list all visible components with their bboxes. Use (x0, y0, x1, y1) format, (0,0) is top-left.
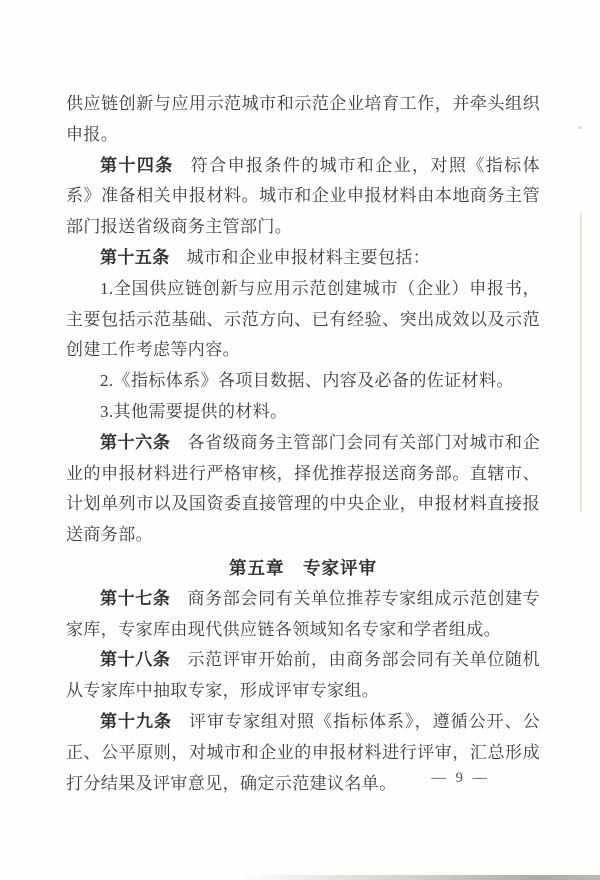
scan-speck-artifact (578, 126, 582, 129)
scan-vertical-line-artifact (580, 212, 582, 512)
article-number-label: 第十九条 (100, 711, 173, 731)
article-number-label: 第十五条 (100, 247, 170, 267)
paragraph-text: 示范评审开始前，由商务部会同有关单位随机从专家库中抽取专家，形成评审专家组。 (66, 650, 540, 701)
article-number-label: 第十四条 (100, 155, 174, 175)
paragraph-text: 评审专家组对照《指标体系》，遵循公开、公正、公平原则，对城市和企业的申报材料进行评审，汇总形成打分结果及评审意见，确定示范建议名单。 (66, 711, 540, 793)
paragraph (66, 274, 540, 366)
paragraph-text: 3.其他需要提供的材料。 (100, 401, 288, 421)
paragraph (66, 645, 540, 707)
scan-bottom-shadow-artifact (0, 875, 600, 880)
paragraph (66, 366, 540, 397)
article-number-label: 第十八条 (100, 650, 171, 670)
paragraph-text: 2.《指标体系》各项目数据、内容及必备的佐证材料。 (100, 371, 514, 391)
paragraph-text: 符合申报条件的城市和企业，对照《指标体系》准备相关申报材料。城市和企业申报材料由本地商务主管部门报送省级商务主管部门。 (66, 155, 540, 237)
paragraph (66, 397, 540, 428)
paragraph-text: 1.全国供应链创新与应用示范创建城市（企业）申报书，主要包括示范基础、示范方向、已有经验、突出成效以及示范创建工作考虑等内容。 (66, 278, 540, 360)
article-number-label: 第十六条 (100, 432, 171, 452)
page-content (66, 89, 540, 799)
paragraph (66, 151, 540, 243)
paragraph (66, 584, 540, 646)
article-number-label: 第十七条 (100, 588, 171, 608)
paragraph (66, 243, 540, 274)
paragraph (66, 89, 540, 151)
chapter-heading: 第五章 专家评审 (229, 557, 377, 578)
paragraph-text: 城市和企业申报材料主要包括： (186, 247, 431, 267)
page-number: — 9 — (431, 770, 490, 786)
paragraph-text: 供应链创新与应用示范城市和示范企业培育工作，并牵头组织申报。 (66, 94, 540, 144)
paragraph-text: 各省级商务主管部门会同有关部门对城市和企业的申报材料进行严格审核，择优推荐报送商务部。直辖市、计划单列市以及国资委直接管理的中央企业，申报材料直接报送商务部。 (66, 432, 540, 545)
paragraph-text: 商务部会同有关单位推荐专家组成示范创建专家库，专家库由现代供应链各领域知名专家和学者组成。 (66, 588, 540, 639)
paragraph (66, 428, 540, 551)
